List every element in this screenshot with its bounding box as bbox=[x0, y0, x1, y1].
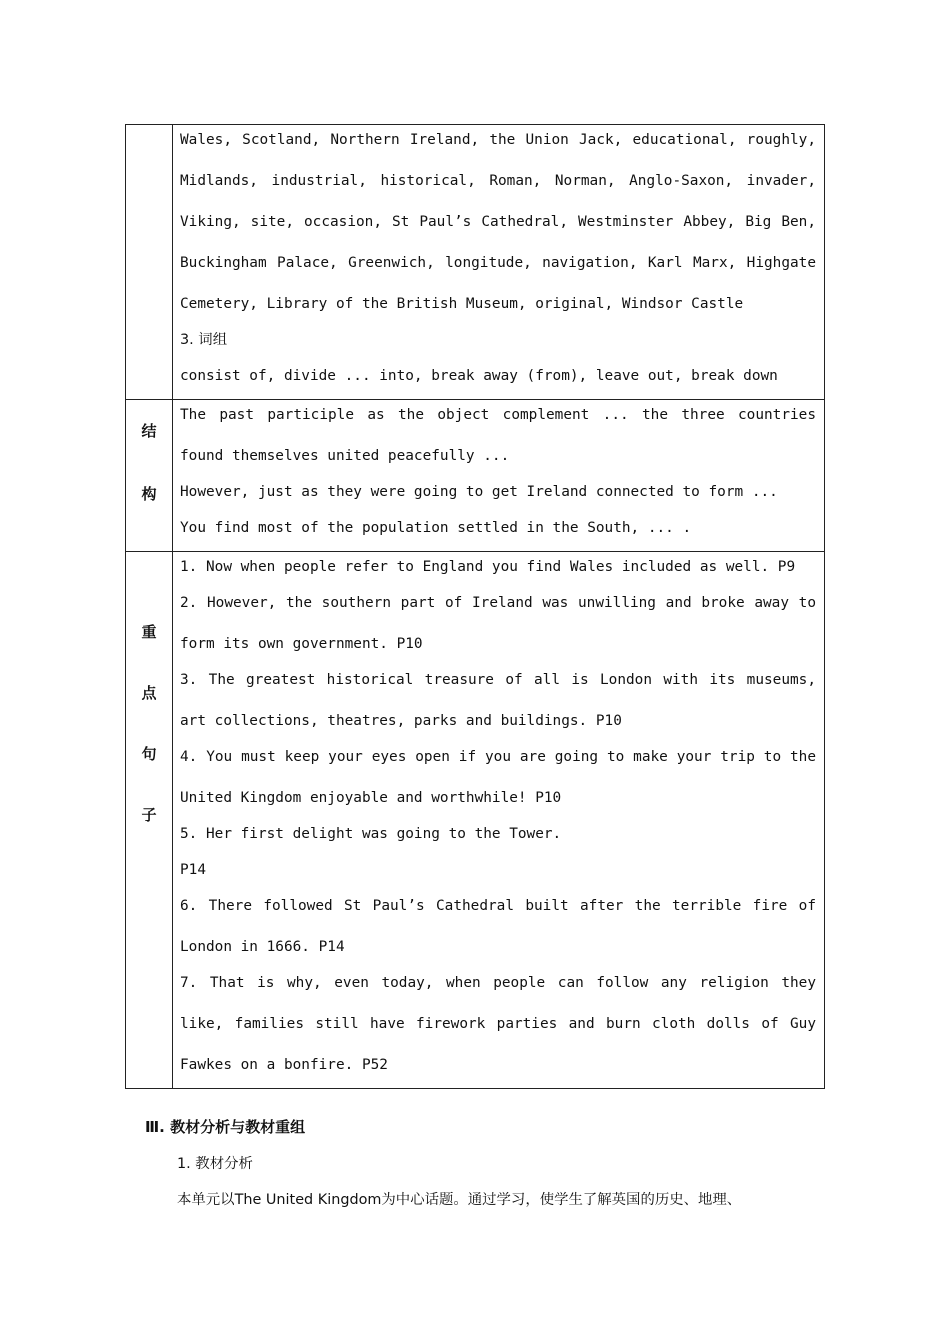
structure-label-cell bbox=[126, 400, 173, 552]
key-sentences-label-char: 子 bbox=[141, 806, 157, 824]
phrases-line: consist of, divide ... into, break away (from), leave out, break down bbox=[180, 368, 778, 384]
sentence-line: 6. There followed St Paul’s Cathedral built after the terrible fire of bbox=[180, 898, 816, 914]
phrases-heading: 3. 词组 bbox=[180, 332, 228, 348]
structure-label-char: 结 bbox=[141, 422, 157, 440]
key-sentences-label-char: 句 bbox=[141, 745, 157, 763]
sentence-line: Fawkes on a bonfire. P52 bbox=[180, 1057, 388, 1073]
sentence-line: like, families still have firework parties and burn cloth dolls of Guy bbox=[180, 1016, 816, 1032]
structure-line: The past participle as the object complement ... the three countries bbox=[180, 407, 816, 423]
section-heading: Ⅲ. 教材分析与教材重组 bbox=[145, 1118, 306, 1136]
vocab-line: Wales, Scotland, Northern Ireland, the Union Jack, educational, roughly, bbox=[180, 132, 816, 148]
sentence-line: 1. Now when people refer to England you find Wales included as well. P9 bbox=[180, 559, 796, 575]
sentence-line: art collections, theatres, parks and buildings. P10 bbox=[180, 713, 622, 729]
structure-row bbox=[126, 400, 825, 552]
key-sentences-label-cell bbox=[126, 552, 173, 1089]
key-sentences-content-cell bbox=[173, 552, 825, 1089]
sentence-line: London in 1666. P14 bbox=[180, 939, 345, 955]
subsection-heading: 1. 教材分析 bbox=[177, 1156, 253, 1172]
sentence-line: United Kingdom enjoyable and worthwhile! P10 bbox=[180, 790, 562, 806]
structure-label-char: 构 bbox=[141, 485, 157, 503]
key-sentences-label-char: 点 bbox=[141, 684, 157, 702]
body-paragraph: 本单元以The United Kingdom为中心话题。通过学习，使学生了解英国的历史、地理、 bbox=[177, 1192, 742, 1208]
vocab-line: Viking, site, occasion, St Paul’s Cathedral, Westminster Abbey, Big Ben, bbox=[180, 214, 816, 230]
sentence-line: 5. Her first delight was going to the Tower. bbox=[180, 826, 562, 842]
vocab-line: Midlands, industrial, historical, Roman, Norman, Anglo-Saxon, invader, bbox=[180, 173, 816, 189]
vocab-line: Cemetery, Library of the British Museum, original, Windsor Castle bbox=[180, 296, 744, 312]
vocabulary-row bbox=[126, 125, 825, 400]
key-sentences-row bbox=[126, 552, 825, 1089]
sentence-line: 4. You must keep your eyes open if you are going to make your trip to the bbox=[180, 749, 816, 765]
vocab-line: Buckingham Palace, Greenwich, longitude, navigation, Karl Marx, Highgate bbox=[180, 255, 816, 271]
sentence-line: 3. The greatest historical treasure of all is London with its museums, bbox=[180, 672, 816, 688]
structure-line: However, just as they were going to get Ireland connected to form ... bbox=[180, 484, 778, 500]
structure-content-cell bbox=[173, 400, 825, 552]
structure-line: found themselves united peacefully ... bbox=[180, 448, 510, 464]
sentence-line: 2. However, the southern part of Ireland was unwilling and broke away to bbox=[180, 595, 816, 611]
sentence-line: form its own government. P10 bbox=[180, 636, 423, 652]
vocabulary-content-cell bbox=[173, 125, 825, 400]
lesson-table bbox=[125, 124, 825, 1089]
sentence-line: 7. That is why, even today, when people can follow any religion they bbox=[180, 975, 816, 991]
structure-line: You find most of the population settled in the South, ... . bbox=[180, 520, 692, 536]
vocabulary-label-cell bbox=[126, 125, 173, 400]
key-sentences-label-char: 重 bbox=[141, 623, 157, 641]
sentence-line: P14 bbox=[180, 862, 206, 878]
